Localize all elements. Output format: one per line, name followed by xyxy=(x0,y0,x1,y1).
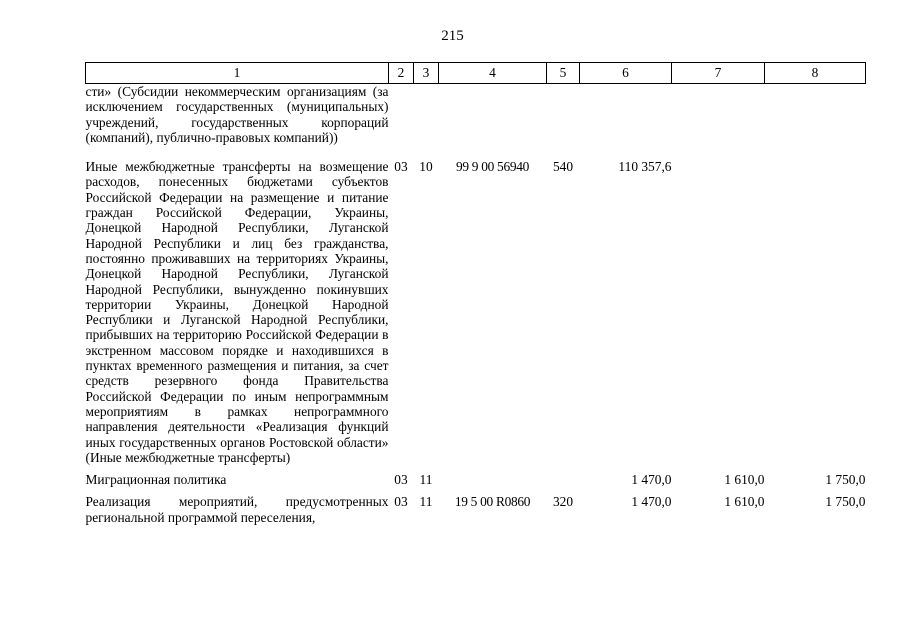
budget-table xyxy=(85,62,866,525)
row-name: Реализация мероприятий, предусмотренных региональной программой переселения, xyxy=(85,494,389,525)
row-amount-year-1: 1 470,0 xyxy=(631,472,672,488)
row-amount-year-2 xyxy=(672,84,765,146)
row-amount-year-1 xyxy=(580,84,672,146)
row-expense-type xyxy=(547,472,580,487)
table-row xyxy=(86,159,866,465)
row-name: Миграционная политика xyxy=(85,472,227,488)
row-amount-year-2 xyxy=(672,159,765,465)
row-expense-type: 320 xyxy=(552,494,574,510)
row-expense-type xyxy=(547,84,580,146)
row-section: 03 xyxy=(394,472,408,488)
header-col-4: 4 xyxy=(439,63,547,84)
row-amount-year-2: 1 610,0 xyxy=(724,494,765,510)
header-row xyxy=(86,63,866,84)
row-name: Иные межбюджетные трансферты на возмещение расходов, понесенных бюджетами субъектов Российской Федерации на размещение и питание граждан Российской Федерации, Украины, Донецкой Народной Республики, Луганской Народной Республики и лиц без гражданства, постоянно проживавших на территориях Украины, Донецкой Народной Республики, Луганской Народной Республики, вынужденно покинувших территории Украины, Донецкой Народной Республики и Луганской Народной Республики, прибывших на территорию Российской Федерации в экстренном массовом порядке и находившихся в пунктах временного размещения и питания, за счет средств резервного фонда Правительства Российской Федерации по иным непрограммным мероприятиям в рамках непрограммного направления деятельности «Реализация функций иных государственных органов Ростовской области» (Иные межбюджетные трансферты) xyxy=(85,159,389,465)
row-subsection xyxy=(414,84,439,146)
row-subsection: 10 xyxy=(419,159,433,175)
table-row xyxy=(86,494,866,525)
row-expense-type: 540 xyxy=(552,159,574,175)
page-number: 215 xyxy=(441,28,464,44)
row-subsection: 11 xyxy=(419,472,433,488)
row-section: 03 xyxy=(394,494,408,510)
header-col-6: 6 xyxy=(580,63,672,84)
row-amount-year-1: 110 357,6 xyxy=(618,159,672,175)
row-target-code: 99 9 00 56940 xyxy=(455,159,530,175)
row-subsection: 11 xyxy=(419,494,433,510)
header-col-2: 2 xyxy=(389,63,414,84)
row-target-code: 19 5 00 R0860 xyxy=(454,494,531,510)
table-row xyxy=(86,472,866,487)
table-row xyxy=(86,84,866,146)
header-col-5: 5 xyxy=(547,63,580,84)
header-col-7: 7 xyxy=(672,63,765,84)
row-amount-year-1: 1 470,0 xyxy=(631,494,672,510)
header-col-1: 1 xyxy=(86,63,389,84)
row-amount-year-3 xyxy=(765,159,866,465)
header-col-8: 8 xyxy=(765,63,866,84)
row-section: 03 xyxy=(394,159,408,175)
row-amount-year-3: 1 750,0 xyxy=(825,494,866,510)
row-amount-year-3 xyxy=(765,84,866,146)
row-amount-year-3: 1 750,0 xyxy=(825,472,866,488)
row-target-code xyxy=(439,472,547,487)
row-target-code xyxy=(439,84,547,146)
row-name: сти» (Субсидии некоммерческим организациям (за исключением государственных (муниципальных) учреждений, государственных корпораций (компаний), публично-правовых компаний)) xyxy=(85,84,389,145)
header-col-3: 3 xyxy=(414,63,439,84)
row-section xyxy=(389,84,414,146)
row-amount-year-2: 1 610,0 xyxy=(724,472,765,488)
